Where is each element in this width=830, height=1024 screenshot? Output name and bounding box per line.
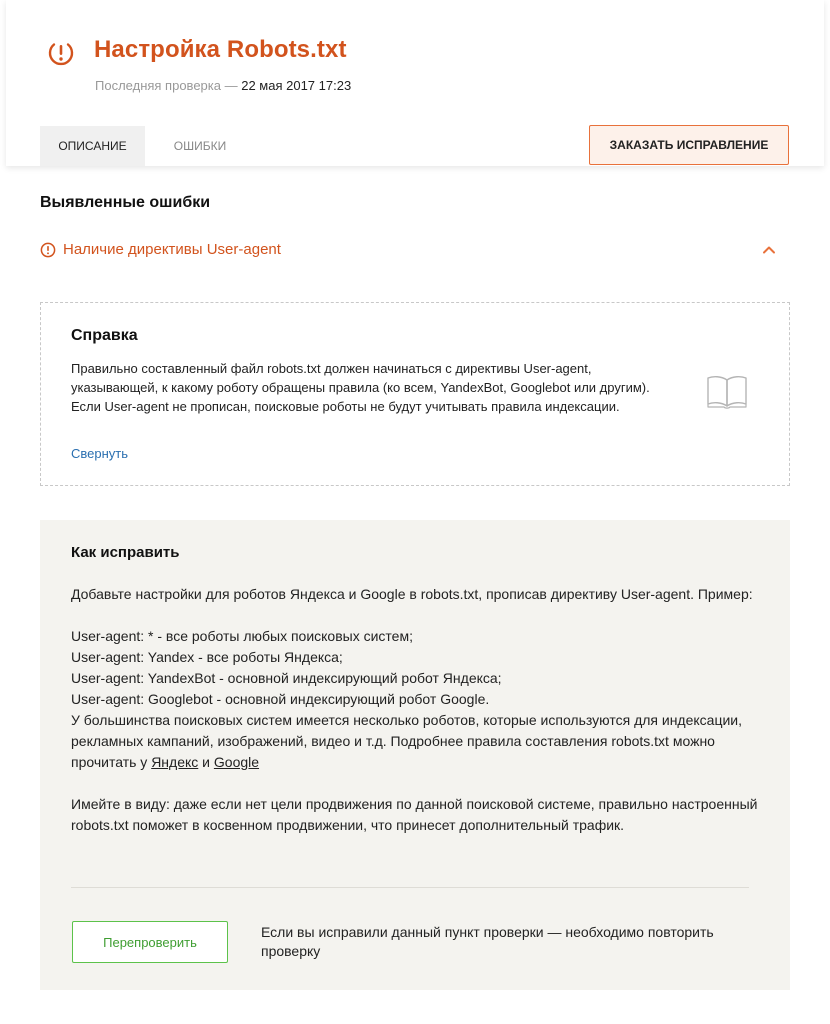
order-fix-button[interactable]: ЗАКАЗАТЬ ИСПРАВЛЕНИЕ (589, 125, 789, 165)
fix-intro: Добавьте настройки для роботов Яндекса и Google в robots.txt, прописав директиву User-agent. Пример: (71, 586, 753, 602)
tab-errors[interactable]: ОШИБКИ (173, 139, 227, 153)
tab-description[interactable]: ОПИСАНИЕ (40, 126, 145, 166)
help-text: Правильно составленный файл robots.txt должен начинаться с директивы User-agent, указывающей, к какому роботу обращены правила (ко всем, YandexBot, Googlebot или другим). Если User-agent не прописан, поисковые роботы не будут учитывать правила индексации. (71, 361, 650, 414)
errors-section-title: Выявленные ошибки (40, 194, 211, 211)
warning-circle-icon (46, 38, 76, 68)
fix-body (71, 584, 771, 836)
yandex-link[interactable]: Яндекс (151, 754, 199, 770)
book-icon (705, 374, 749, 410)
help-title: Справка (71, 327, 138, 344)
recheck-note: Если вы исправили данный пункт проверки — необходимо повторить проверку (261, 924, 714, 959)
example-line: User-agent: Googlebot - основной индексирующий робот Google. (71, 691, 490, 707)
recheck-button[interactable]: Перепроверить (72, 921, 228, 963)
example-line: User-agent: YandexBot - основной индексирующий робот Яндекса; (71, 670, 502, 686)
chevron-up-icon[interactable] (761, 242, 777, 258)
fix-details (71, 710, 771, 773)
last-check (95, 78, 351, 93)
last-check-label: Последняя проверка — (95, 78, 238, 93)
fix-box (40, 520, 790, 990)
error-item-label: Наличие директивы User-agent (63, 241, 281, 258)
example-line: User-agent: * - все роботы любых поисковых систем; (71, 628, 413, 644)
divider (71, 887, 749, 888)
error-item-user-agent[interactable] (40, 238, 790, 264)
last-check-date: 22 мая 2017 17:23 (241, 78, 352, 93)
page-title: Настройка Robots.txt (94, 36, 347, 63)
and-word: и (202, 754, 210, 770)
warning-circle-icon (40, 242, 56, 258)
fix-details-text: У большинства поисковых систем имеется несколько роботов, которые используются для индексации, рекламных кампаний, изображений, видео и т.д. Подробнее правила составления robots.txt можно прочитать у (71, 712, 743, 770)
google-link[interactable]: Google (213, 754, 260, 770)
fix-title: Как исправить (71, 544, 180, 561)
example-line: User-agent: Yandex - все роботы Яндекса; (71, 649, 343, 665)
fix-note: Имейте в виду: даже если нет цели продвижения по данной поисковой системе, правильно настроенный robots.txt поможет в косвенном продвижении, что принесет дополнительный трафик. (71, 796, 758, 833)
help-box (40, 302, 790, 486)
collapse-link[interactable]: Свернуть (71, 446, 129, 461)
